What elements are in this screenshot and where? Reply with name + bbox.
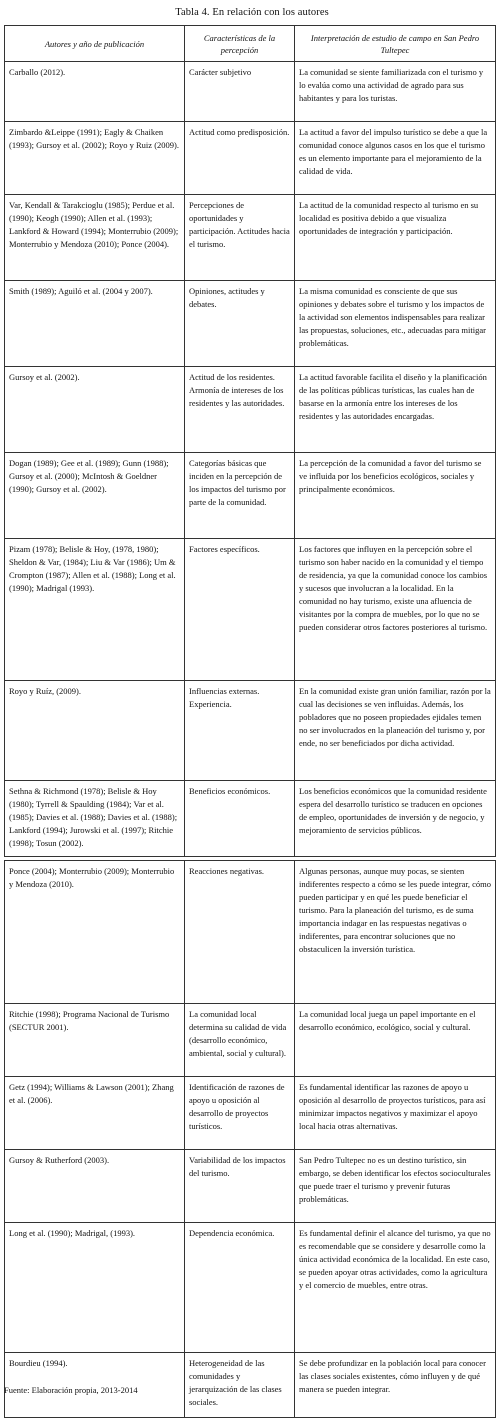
cell-authors: Gursoy et al. (2002). [5, 367, 185, 453]
cell-characteristic: La comunidad local determina su calidad de vida (desarrollo económico, ambiental, social y cultural). [185, 1004, 295, 1077]
table-row [5, 781, 496, 857]
cell-authors: Royo y Ruíz, (2009). [5, 681, 185, 781]
cell-interpretation: Los beneficios económicos que la comunidad residente espera del desarrollo turístico se traducen en opciones de empleo, oportunidades de inversión y de negocio, y mejoramiento de servicios públicos. [295, 781, 496, 857]
cell-authors: Bourdieu (1994). [5, 1353, 185, 1418]
table-row [5, 1077, 496, 1150]
table-row [5, 453, 496, 539]
cell-authors: Gursoy & Rutherford (2003). [5, 1150, 185, 1223]
table-row [5, 1223, 496, 1353]
table-part-2 [4, 860, 496, 1418]
table-row [5, 1150, 496, 1223]
cell-authors: Sethna & Richmond (1978); Belisle & Hoy (1980); Tyrrell & Spaulding (1984); Var et al. (1985); Davies et al. (1988); Davies et al. (1988); Lankford (1994); Jurowski et al. (1997); Ritchie (1998); Tosun (2002). [5, 781, 185, 857]
header-characteristics: Características de la percepción [185, 26, 295, 62]
table-part-1 [4, 25, 496, 857]
cell-characteristic: Actitud como predisposición. [185, 122, 295, 195]
authors-table-continued [4, 860, 496, 1418]
cell-authors: Getz (1994); Williams & Lawson (2001); Zhang et al. (2006). [5, 1077, 185, 1150]
table-row [5, 281, 496, 367]
table-row [5, 539, 496, 681]
table-title: Tabla 4. En relación con los autores [175, 7, 329, 18]
cell-interpretation: La actitud a favor del impulso turístico se debe a que la comunidad conoce algunos casos en los que el turismo es un elemento importante para el mejoramiento de la calidad de vida. [295, 122, 496, 195]
cell-interpretation: La actitud favorable facilita el diseño y la planificación de las políticas públicas turísticas, las cuales han de basarse en la armonía entre los intereses de los residentes y las autoridades encargadas. [295, 367, 496, 453]
cell-interpretation: En la comunidad existe gran unión familiar, razón por la cual las decisiones se ven influidas. Además, los pobladores que no poseen propiedades ejidales temen no ser involucrados en la planeación del turismo y, por ende, no ser beneficiados por dicha actividad. [295, 681, 496, 781]
cell-authors: Dogan (1989); Gee et al. (1989); Gunn (1988); Gursoy et al. (2000); McIntosh & Goeldner (1990); Gursoy et al. (2002). [5, 453, 185, 539]
cell-authors: Zimbardo &Leippe (1991); Eagly & Chaiken (1993); Gursoy et al. (2002); Royo y Ruiz (2009). [5, 122, 185, 195]
cell-interpretation: San Pedro Tultepec no es un destino turístico, sin embargo, se deben identificar los efectos socioculturales que puede traer el turismo y prevenir futuras problemáticas. [295, 1150, 496, 1223]
table-row [5, 1004, 496, 1077]
cell-interpretation: La actitud de la comunidad respecto al turismo en su localidad es positiva debido a que visualiza oportunidades de integración y participación. [295, 195, 496, 281]
cell-interpretation: La comunidad se siente familiarizada con el turismo y lo evalúa como una actividad de agrado para sus habitantes y para los turistas. [295, 62, 496, 122]
cell-authors: Smith (1989); Aguiló et al. (2004 y 2007). [5, 281, 185, 367]
cell-characteristic: Opiniones, actitudes y debates. [185, 281, 295, 367]
cell-authors: Ritchie (1998); Programa Nacional de Turismo (SECTUR 2001). [5, 1004, 185, 1077]
authors-table [4, 25, 496, 857]
table-row [5, 367, 496, 453]
cell-authors: Var, Kendall & Tarakcioglu (1985); Perdue et al. (1990); Keogh (1990); Allen et al. (1993); Lankford & Howard (1994); Monterrubio (2009); Monterrubio y Mendoza (2010); Ponce (2004). [5, 195, 185, 281]
table-row [5, 62, 496, 122]
cell-characteristic: Identificación de razones de apoyo u oposición al desarrollo de proyectos turísticos. [185, 1077, 295, 1150]
table-row [5, 861, 496, 1004]
cell-characteristic: Categorías básicas que inciden en la percepción de los impactos del turismo por parte de la comunidad. [185, 453, 295, 539]
header-authors: Autores y año de publicación [5, 26, 185, 62]
cell-interpretation: Es fundamental identificar las razones de apoyo u oposición al desarrollo de proyectos turísticos, para así minimizar impactos negativos y maximizar el apoyo local hacia otras alternativas. [295, 1077, 496, 1150]
cell-characteristic: Dependencia económica. [185, 1223, 295, 1353]
cell-characteristic: Actitud de los residentes. Armonía de intereses de los residentes y las autoridades. [185, 367, 295, 453]
table-row [5, 681, 496, 781]
table-header-row [5, 26, 496, 62]
cell-authors: Carballo (2012). [5, 62, 185, 122]
cell-interpretation: Se debe profundizar en la población local para conocer las clases sociales existentes, cómo influyen y de qué manera se pueden integrar. [295, 1353, 496, 1418]
cell-authors: Ponce (2004); Monterrubio (2009); Monterrubio y Mendoza (2010). [5, 861, 185, 1004]
cell-interpretation: La percepción de la comunidad a favor del turismo se ve influida por los beneficios ecológicos, sociales y principalmente económicos. [295, 453, 496, 539]
header-interpretation: Interpretación de estudio de campo en San Pedro Tultepec [295, 26, 496, 62]
cell-characteristic: Influencias externas. Experiencia. [185, 681, 295, 781]
cell-characteristic: Percepciones de oportunidades y participación. Actitudes hacia el turismo. [185, 195, 295, 281]
cell-interpretation: Es fundamental definir el alcance del turismo, ya que no es recomendable que se considere y desarrolle como la única actividad económica de la localidad. En este caso, se pueden apoyar otras actividades, como la agricultura y el comercio de muebles, entre otras. [295, 1223, 496, 1353]
cell-authors: Long et al. (1990); Madrigal, (1993). [5, 1223, 185, 1353]
cell-characteristic: Variabilidad de los impactos del turismo. [185, 1150, 295, 1223]
cell-characteristic: Heterogeneidad de las comunidades y jerarquización de las clases sociales. [185, 1353, 295, 1418]
cell-authors: Pizam (1978); Belisle & Hoy, (1978, 1980); Sheldon & Var, (1984); Liu & Var (1986); Um & Crompton (1987); Allen et al. (1988); Long et al. (1990); Madrigal (1993). [5, 539, 185, 681]
cell-characteristic: Beneficios económicos. [185, 781, 295, 857]
table-row [5, 195, 496, 281]
cell-characteristic: Factores específicos. [185, 539, 295, 681]
cell-interpretation: Los factores que influyen en la percepción sobre el turismo son haber nacido en la comunidad y el tiempo de residencia, ya que la comunidad conoce los cambios y sucesos que involucran a la localidad. En la comunidad no hay turismo, existe una afluencia de visitantes por la compra de muebles, por lo que no se pueden considerar otros factores posteriores al turismo. [295, 539, 496, 681]
table-row [5, 122, 496, 195]
cell-characteristic: Reacciones negativas. [185, 861, 295, 1004]
cell-interpretation: La comunidad local juega un papel importante en el desarrollo económico, ecológico, social y cultural. [295, 1004, 496, 1077]
cell-interpretation: La misma comunidad es consciente de que sus opiniones y debates sobre el turismo y los impactos de la actividad son elementos indispensables para realizar las propuestas, soluciones, etc., adecuadas para mitigar problemáticas. [295, 281, 496, 367]
source-note: Fuente: Elaboración propia, 2013-2014 [4, 1385, 138, 1395]
cell-interpretation: Algunas personas, aunque muy pocas, se sienten indiferentes respecto a cómo se les puede integrar, cómo pueden participar y en qué les puede beneficiar el turismo. Para la planeación del turismo, es de suma importancia indagar en las respuestas negativas o indiferentes, para encontrar soluciones que no obstaculicen la inversión turística. [295, 861, 496, 1004]
cell-characteristic: Carácter subjetivo [185, 62, 295, 122]
